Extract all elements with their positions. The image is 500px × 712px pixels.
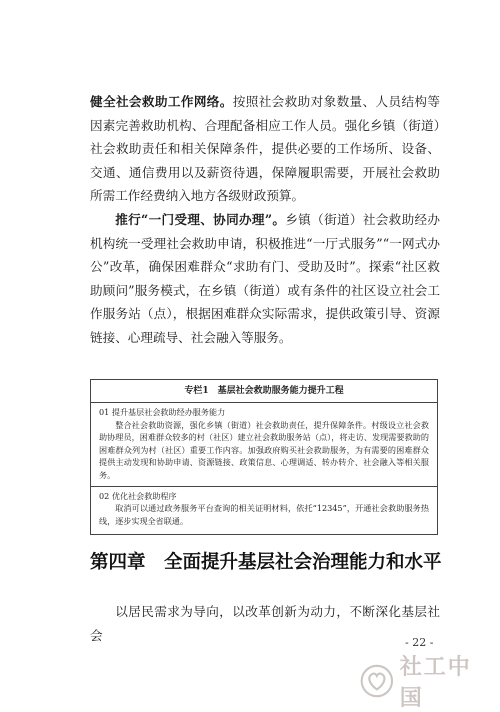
column-section-2 — [91, 487, 437, 532]
paragraph-body-one-stop: 乡镇（街道）社会救助经办机构统一受理社会救助申请，积极推进“一厅式服务”“一网式办公”改革，确保困难群众“求助有门、受助及时”。探索“社区救助顾问”服务模式，在乡镇（街道）或有条件的社区设立社会工作服务站（点），根据困难群众实际需求，提供政策引导、资源链接、心理疏导、社会融入等服务。 — [90, 212, 441, 345]
paragraph-lead-one-stop: 推行“一门受理、协同办理”。 — [115, 212, 286, 227]
column-section-1-heading: 01 提升基层社会救助经办服务能力 — [99, 407, 226, 417]
column-box-title: 专栏1 基层社会救助服务能力提升工程 — [91, 380, 437, 403]
column-section-1-body: 整合社会救助资源，强化乡镇（街道）社会救助责任，提升保障条件。村级设立社会救助协理员，困难群众较多的村（社区）建立社会救助服务站（点），将走访、发现需要救助的困难群众列为村（社区）重要工作内容。加强政府购买社会救助服务，为有需要的困难群众提供主动发现和协助申请、资源链接、政策信息、心理调适、转办转介、社会融入等相关服务。 — [99, 419, 429, 480]
paragraph-social-assistance-network — [90, 90, 440, 208]
paragraph-body-network: 按照社会救助对象数量、人员结构等因素完善救助机构、合理配备相应工作人员。强化乡镇（街道）社会救助责任和相关保障条件，提供必要的工作场所、设备、交通、通信费用以及薪资待遇，保障履职需要，开展社会救助所需工作经费纳入地方各级财政预算。 — [90, 94, 441, 203]
chapter-heading: 第四章 全面提升基层社会治理能力和水平 — [90, 552, 442, 573]
paragraph-lead-network: 健全社会救助工作网络。 — [90, 94, 233, 109]
watermark — [360, 655, 495, 711]
paragraph-chapter-intro: 以居民需求为导向，以改革创新为动力，不断深化基层社会 — [90, 604, 440, 643]
page-number: - 22 - — [405, 636, 434, 649]
watermark-text: 社工中国 — [399, 655, 472, 711]
paragraph-one-stop-service — [90, 208, 440, 349]
column-section-2-heading: 02 优化社会救助程序 — [99, 490, 177, 501]
heart-hands-logo-icon — [360, 664, 394, 698]
column-section-1 — [91, 403, 437, 487]
column-box-1 — [90, 379, 438, 535]
column-section-2-body: 取消可以通过政务服务平台查询的相关证明材料，依托“12345”，开通社会救助服务热线，逐步实现全省联通。 — [99, 503, 429, 526]
